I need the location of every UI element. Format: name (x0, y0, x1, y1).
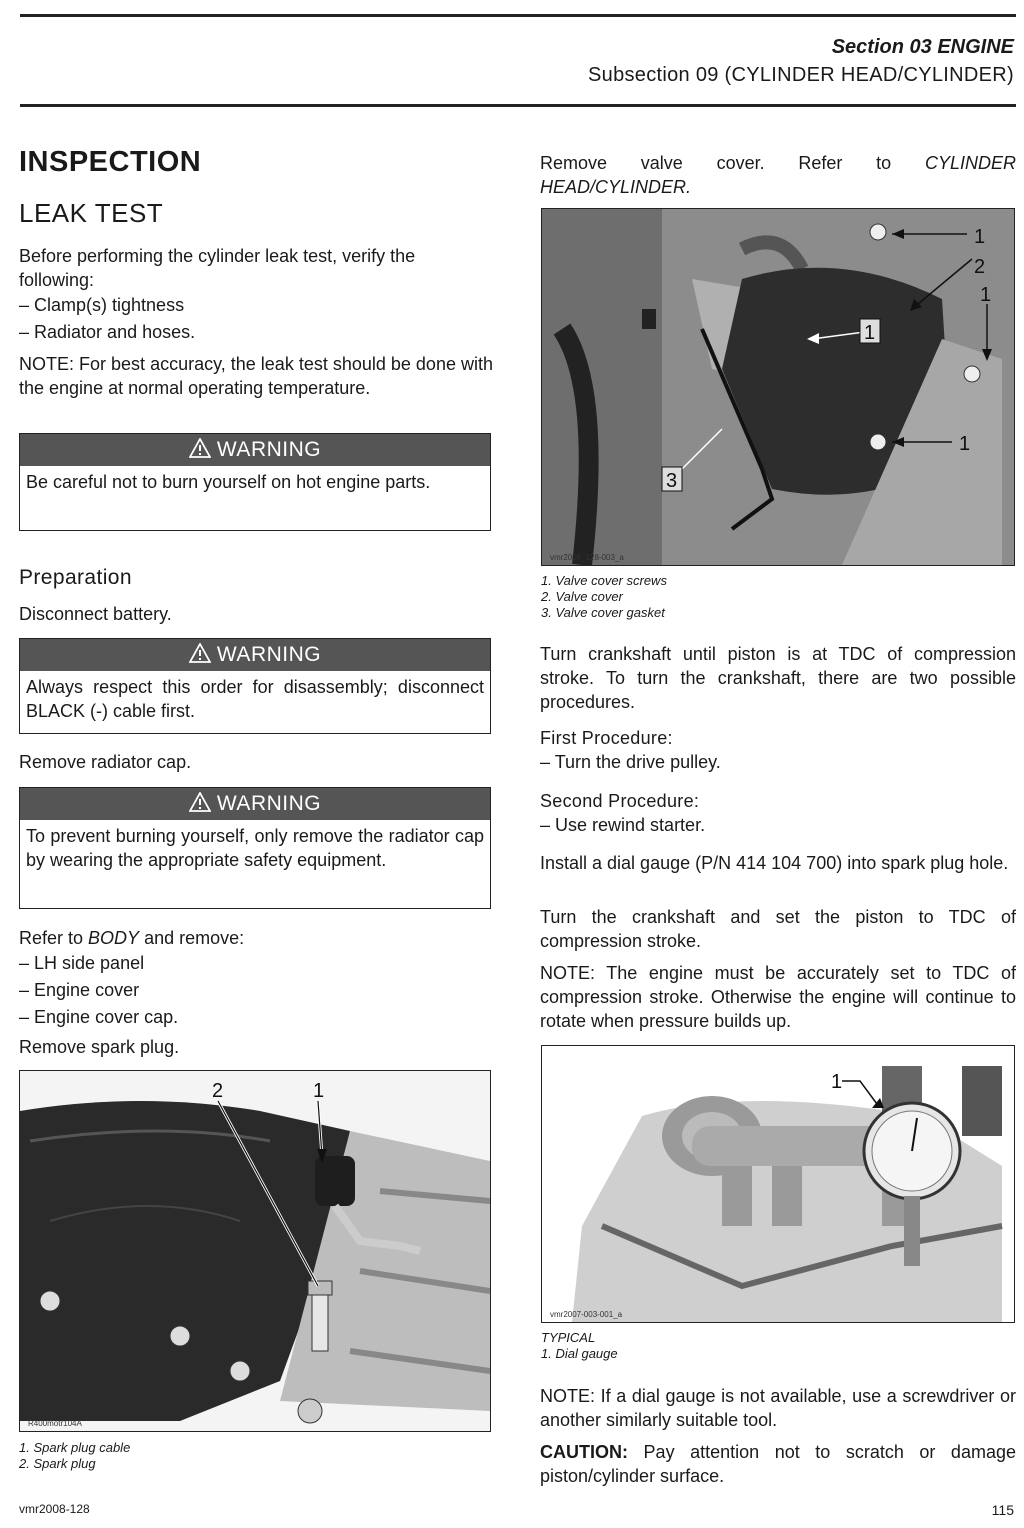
remove-item: – Engine cover cap. (19, 1004, 493, 1031)
leak-test-heading: LEAK TEST (19, 198, 164, 228)
remove-radiator-cap: Remove radiator cap. (19, 752, 192, 772)
callout-label: 3 (666, 470, 678, 492)
callout-label: 1 (313, 1080, 325, 1102)
remove-spark-plug: Remove spark plug. (19, 1037, 180, 1057)
cylinder-head-link[interactable]: CYLINDER HEAD/CYLINDER. (540, 153, 1016, 197)
warning-text: Always respect this order for disassembly; disconnect BLACK (-) cable first. (26, 677, 484, 721)
warning-text: Be careful not to burn yourself on hot engine parts. (26, 472, 431, 492)
warning-triangle-icon (189, 643, 211, 663)
valve-cover-illustration (542, 209, 1014, 565)
spark-plug-illustration (20, 1071, 490, 1431)
callout-label: 1 (980, 284, 992, 306)
inspection-heading: INSPECTION (19, 146, 202, 178)
check-item: – Radiator and hoses. (19, 319, 493, 346)
disconnect-text: Disconnect battery. (19, 604, 172, 624)
remove-item: – LH side panel (19, 950, 493, 977)
warning-box-disassembly (19, 638, 491, 734)
spark-plug-caption: 1. Spark plug cable 2. Spark plug (19, 1440, 131, 1471)
second-procedure: Second Procedure: – Use rewind starter. (540, 791, 1016, 839)
warning-header: WARNING (20, 788, 490, 820)
warning-triangle-icon (189, 792, 211, 812)
valve-cover-figure (541, 208, 1015, 566)
set-piston-text: Turn the crankshaft and set the piston to TDC of compression stroke. (540, 907, 1016, 951)
preparation-heading: Preparation (19, 566, 132, 589)
callout-label: 1 (974, 226, 986, 248)
turn-crankshaft-text: Turn crankshaft until piston is at TDC of compression stroke. To turn the crankshaft, there are two possible procedures. (540, 644, 1016, 712)
callout-label: 2 (212, 1080, 224, 1102)
valve-cover-caption: 1. Valve cover screws 2. Valve cover 3. Valve cover gasket (541, 573, 667, 620)
note-screwdriver: NOTE: If a dial gauge is not available, use a screwdriver or another similarly suitable tool. (540, 1386, 1016, 1430)
caution-note: CAUTION: Pay attention not to scratch or damage piston/cylinder surface. (540, 1442, 1016, 1486)
figure-ref: vmr2007-003-001_a (550, 1310, 623, 1319)
first-procedure: First Procedure: – Turn the drive pulley. (540, 728, 1016, 776)
refer-body: Refer to BODY and remove: – LH side panel – Engine cover – Engine cover cap. Remove spark plug. (19, 926, 493, 1059)
callout-label: 2 (974, 256, 986, 278)
remove-valve-cover: Remove valve cover. Refer to CYLINDER HEAD/CYLINDER. (540, 153, 1016, 197)
section-title: Section 03 ENGINE (831, 36, 1014, 58)
first-procedure-item: – Turn the drive pulley. (540, 749, 1016, 776)
warning-box-radiator (19, 787, 491, 909)
figure-ref: vmr2008_128-003_a (550, 553, 624, 562)
warning-triangle-icon (189, 438, 211, 458)
top-rule (20, 14, 1016, 17)
dial-gauge-illustration (542, 1046, 1014, 1322)
callout-label: 1 (959, 433, 971, 455)
callout-label: 1 (864, 322, 876, 344)
warning-box-hot-parts (19, 433, 491, 531)
warning-header: WARNING (20, 434, 490, 466)
page-number: 115 (991, 1502, 1014, 1518)
header-rule (20, 104, 1016, 107)
subsection-title: Subsection 09 (CYLINDER HEAD/CYLINDER) (588, 64, 1014, 86)
callout-label: 1 (831, 1071, 843, 1093)
check-item: – Clamp(s) tightness (19, 292, 493, 319)
body-link[interactable]: BODY (88, 928, 140, 948)
dial-gauge-caption: TYPICAL 1. Dial gauge (541, 1330, 618, 1361)
dial-gauge-figure (541, 1045, 1015, 1323)
second-procedure-item: – Use rewind starter. (540, 812, 1016, 839)
warning-text: To prevent burning yourself, only remove the radiator cap by wearing the appropriate safety equipment. (26, 826, 484, 870)
note-accuracy: NOTE: For best accuracy, the leak test should be done with the engine at normal operating temperature. (19, 354, 493, 398)
remove-item: – Engine cover (19, 977, 493, 1004)
note-tdc: NOTE: The engine must be accurately set to TDC of compression stroke. Otherwise the engine will continue to rotate when pressure builds up. (540, 963, 1016, 1031)
figure-ref: R400motr104A (28, 1419, 82, 1428)
spark-plug-figure (19, 1070, 491, 1432)
leak-test-intro: Before performing the cylinder leak test, verify the following: – Clamp(s) tightness – Radiator and hoses. NOTE: For best accuracy, the leak test should be done with the engine at normal operating temperature. (19, 244, 493, 400)
install-gauge-text: Install a dial gauge (P/N 414 104 700) into spark plug hole. (540, 853, 1009, 873)
footer-doc-id: vmr2008-128 (19, 1502, 90, 1516)
warning-header: WARNING (20, 639, 490, 671)
